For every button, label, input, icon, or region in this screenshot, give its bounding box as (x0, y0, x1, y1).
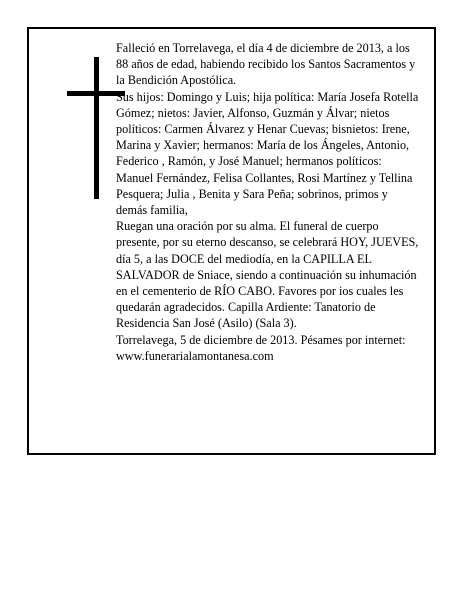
family-members-paragraph: Sus hijos: Domingo y Luis; hija política: María Josefa Rotella Gómez; nietos: Javier, Alfonso, Guzmán y Álvar; nietos políticos: Carmen Álvarez y Henar Cuevas; bisnietos: Irene, Marina y Xavier; hermanos: María de los Ángeles, Antonio, Federico , Ramón, y José Manuel; hermanos políticos: Manuel Fernández, Felisa Collantes, Rosi Martínez y Tellina Pesquera; Julia , Benita y Sara Peña; sobrinos, primos y demás familia, (116, 89, 419, 218)
obituary-notice (27, 27, 436, 455)
date-and-condolences-paragraph: Torrelavega, 5 de diciembre de 2013. Pésames por internet: www.funerarialamontanesa.com (116, 332, 406, 363)
funeral-details-paragraph: Ruegan una oración por su alma. El funeral de cuerpo presente, por su eterno descanso, se celebrará HOY, JUEVES, día 5, a las DOCE del mediodía, en la CAPILLA EL SALVADOR de Sniace, siendo a continuación su inhumación en el cementerio de RÍO CABO. Favores por ios cuales les quedarán agradecidos. Capilla Ardiente: Tanatorio de Residencia San José (Asilo) (Sala 3). (116, 219, 419, 331)
death-announcement-paragraph: Falleció en Torrelavega, el día 4 de diciembre de 2013, a los 88 años de edad, habiendo recibido los Santos Sacramentos y la Bendición Apostólica. (116, 41, 416, 88)
cross-vertical-bar (94, 57, 99, 199)
obituary-text (116, 40, 421, 364)
